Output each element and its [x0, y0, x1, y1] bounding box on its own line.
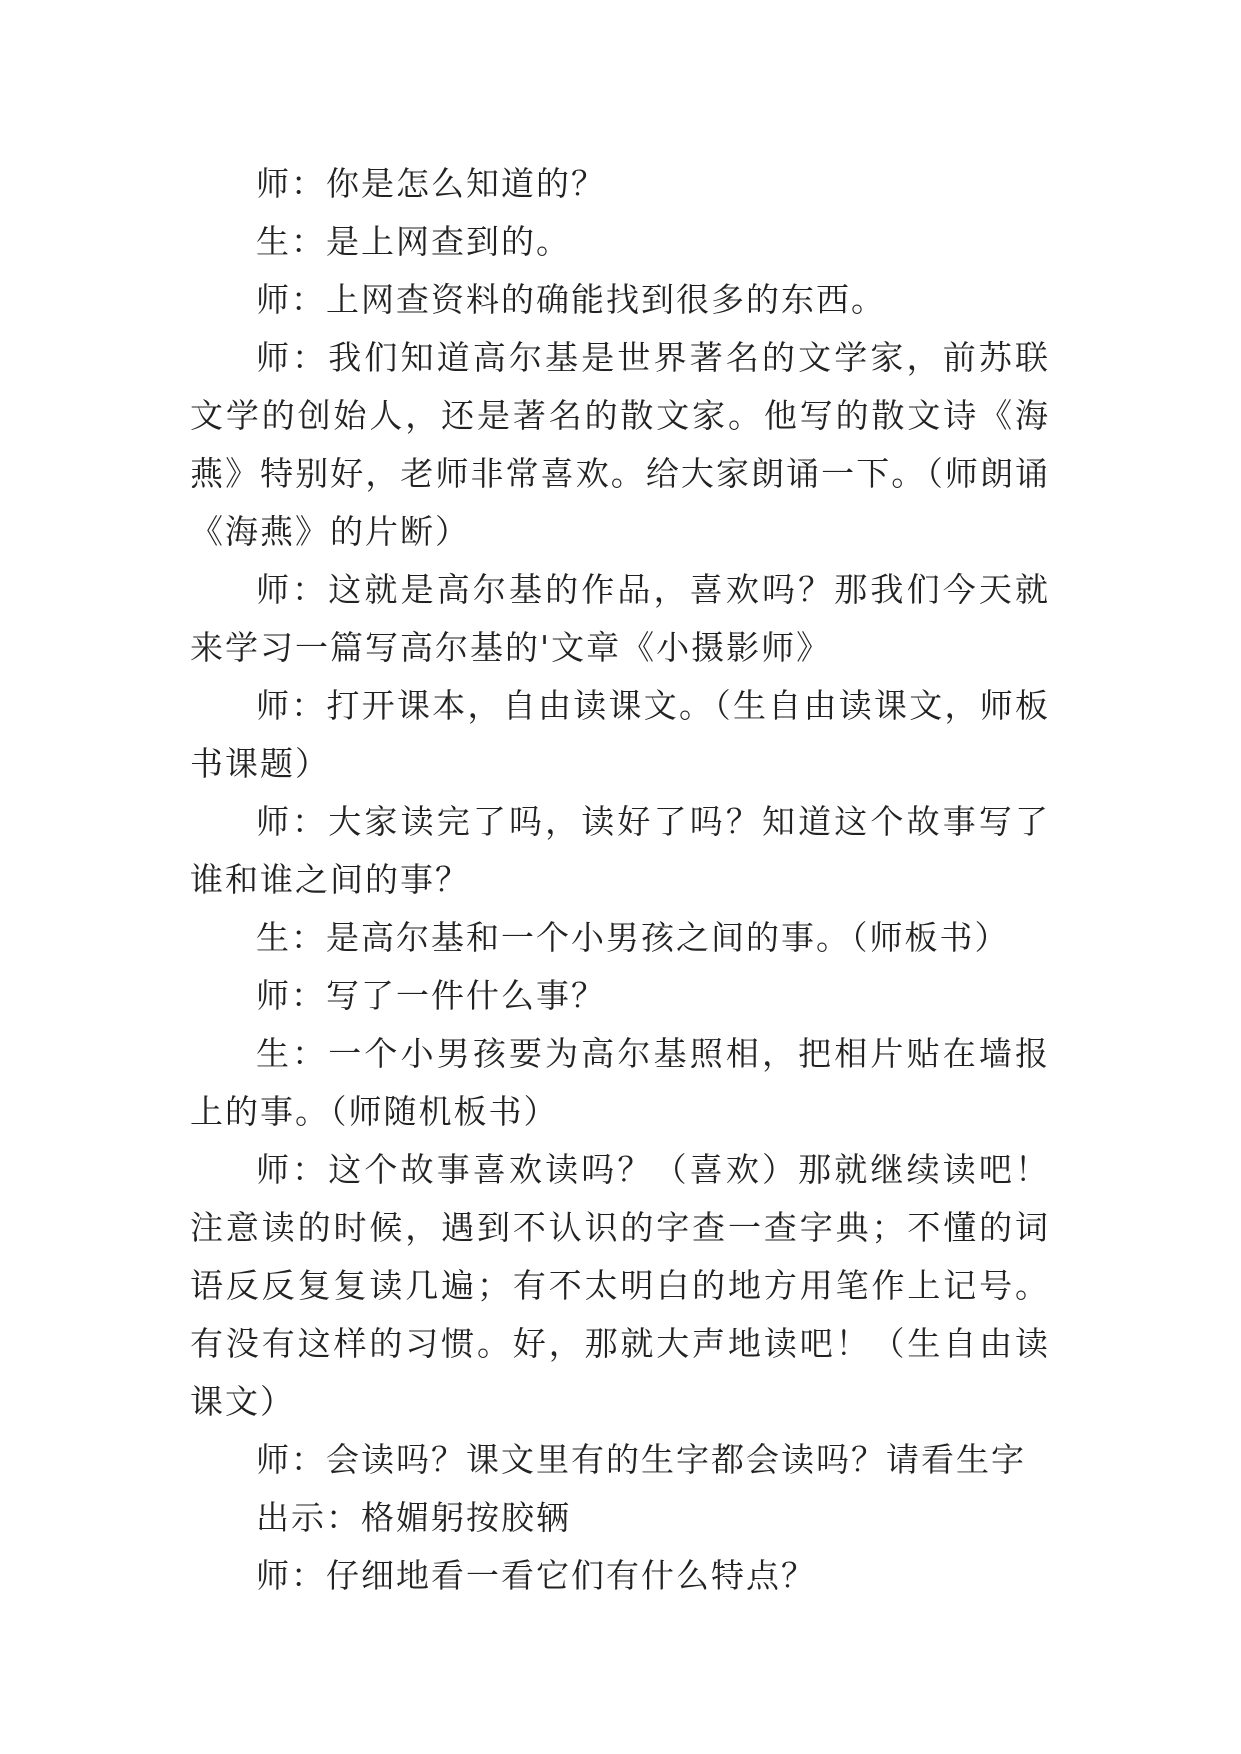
paragraph-1: 师：你是怎么知道的？ [256, 164, 606, 203]
paragraph-9: 师：写了一件什么事？ [256, 976, 606, 1015]
paragraph-13: 出示：格媚躬按胶辆 [256, 1498, 571, 1537]
paragraph-6: 师：打开课本，自由读课文。（生自由读课文，师板书课题） [190, 686, 1050, 783]
document-page [190, 155, 1050, 1605]
paragraph-5: 师：这就是高尔基的作品，喜欢吗？那我们今天就来学习一篇写高尔基的'文章《小摄影师》 [190, 570, 1050, 667]
paragraph-14: 师：仔细地看一看它们有什么特点？ [256, 1556, 816, 1595]
paragraph-8: 生：是高尔基和一个小男孩之间的事。（师板书） [256, 918, 1010, 957]
paragraph-3: 师：上网查资料的确能找到很多的东西。 [256, 280, 886, 319]
paragraph-10: 生：一个小男孩要为高尔基照相，把相片贴在墙报上的事。（师随机板书） [190, 1034, 1050, 1131]
paragraph-2: 生：是上网查到的。 [256, 222, 571, 261]
paragraph-12: 师：会读吗？课文里有的生字都会读吗？请看生字 [256, 1440, 1026, 1479]
paragraph-11: 师：这个故事喜欢读吗？（喜欢）那就继续读吧！注意读的时候，遇到不认识的字查一查字典；不懂的词语反反复复读几遍；有不太明白的地方用笔作上记号。有没有这样的习惯。好，那就大声地读吧！（生自由读课文） [190, 1150, 1050, 1421]
paragraph-7: 师：大家读完了吗，读好了吗？知道这个故事写了谁和谁之间的事？ [190, 802, 1050, 899]
paragraph-4: 师：我们知道高尔基是世界著名的文学家，前苏联文学的创始人，还是著名的散文家。他写的散文诗《海燕》特别好，老师非常喜欢。给大家朗诵一下。（师朗诵《海燕》的片断） [190, 338, 1050, 551]
